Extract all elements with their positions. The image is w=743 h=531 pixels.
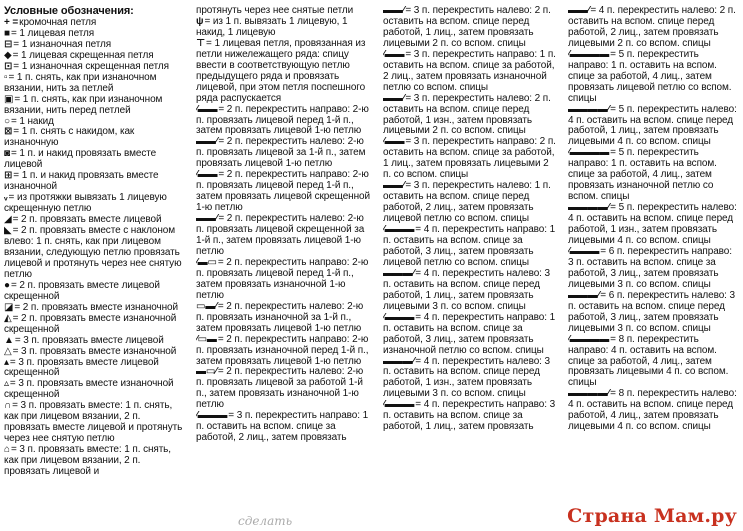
stitch-symbol-icon: + = [4, 16, 19, 28]
legend-item-text: = 2 п. провязать вместе лицевой [12, 214, 162, 226]
legend-item-text: протянуть через нее снятые петли [196, 6, 354, 16]
stitch-symbol-icon: ⁄▬▭ [196, 256, 217, 268]
faint-watermark: сделать [238, 514, 293, 528]
stitch-symbol-icon: ▬▬▬▬⁄ [568, 388, 610, 400]
legend-list-2 [196, 6, 372, 444]
stitch-symbol-icon: ⁄▬▬▬ [383, 399, 415, 411]
legend-item-text: = 1 лицевая петля, провязанная из петли нижележащего ряда: спицу ввести в соответствующую петлю предыдущего ряда и провязать лицевой, при этом петля поспешного ряда распускается [196, 37, 366, 104]
legend-heading: Условные обозначения: [4, 6, 134, 17]
legend-item [196, 214, 372, 258]
stitch-symbol-icon: ⊤ [196, 37, 206, 49]
site-watermark [567, 505, 737, 527]
stitch-symbol-icon: ◙ [4, 148, 10, 160]
stitch-symbol-icon: ⁄▬▬ [383, 136, 405, 148]
stitch-symbol-icon: △ [4, 345, 12, 357]
legend-item [383, 225, 557, 269]
stitch-symbol-icon: ◪ [4, 301, 14, 313]
stitch-symbol-icon: ◆ [4, 49, 12, 61]
stitch-symbol-icon: ψ [196, 15, 204, 27]
stitch-symbol-icon: ▬▬▬⁄ [568, 289, 600, 301]
legend-item-text: = 6 п. перекрестить налево: 3 п. оставить на вспом. спице перед работой, 3 лиц., затем провязать лицевыми 3 п. со вспом. спицы [568, 289, 736, 334]
legend-item [568, 203, 739, 247]
legend-item [383, 50, 557, 94]
legend-item-text: = 1 изнаночная скрещенная петля [13, 60, 169, 72]
legend-item-text: = 2 п. провязать вместе изнаночной [14, 301, 178, 313]
legend-item [196, 411, 372, 444]
stitch-symbol-icon: ▬▬▬▬⁄ [568, 202, 610, 214]
legend-item [4, 281, 185, 303]
stitch-symbol-icon: ▬▬⁄ [196, 136, 218, 148]
legend-list-1 [4, 18, 185, 478]
legend-item [4, 358, 185, 380]
stitch-symbol-icon: ◢ [4, 214, 12, 226]
legend-item [196, 137, 372, 170]
legend-item-text: = 3 п. перекрестить налево: 2 п. оставить на вспом. спице перед работой, 1 лиц., затем провязать лицевыми 2 п. со вспом. спицы [383, 6, 551, 49]
legend-item [568, 247, 739, 291]
legend-item [196, 170, 372, 214]
stitch-symbol-icon: ⁄▬▬▬▬ [568, 333, 610, 345]
legend-item [568, 148, 739, 203]
stitch-symbol-icon: ▬▬⁄ [383, 6, 405, 16]
stitch-symbol-icon: ⁄▬▬ [383, 48, 405, 60]
legend-item-text: = 3 п. перекрестить налево: 1 п. оставить на вспом. спице перед работой, 2 лиц., затем провязать лицевой петлю со вспом. спицы [383, 180, 551, 225]
legend-item-text: = 2 п. перекрестить налево: 2-ю п. провязать изнаночной за 1-й п., затем провязать лицевой 1-ю петлю [196, 300, 364, 334]
legend-item-text: = 3 п. провязать вместе: 1 п. снять, как при лицевом вязании, 2 п. провязать лицевой и [4, 444, 171, 478]
legend-item-text: = 3 п. перекрестить направо: 1 п. оставить на вспом. спице за работой, 2 лиц., затем провязать изнаночной петлю со вспом. спицы [383, 48, 556, 93]
legend-item-text: = 1 лицевая петля [10, 27, 95, 39]
stitch-symbol-icon: ◭ [4, 312, 12, 324]
stitch-symbol-icon: ■ [4, 27, 10, 39]
legend-item-text: = из протяжки вывязать 1 лицевую скрещенную петлю [4, 192, 167, 215]
legend-item [196, 367, 372, 411]
legend-list-3 [383, 6, 557, 433]
legend-item-text: = 2 п. перекрестить направо: 2-ю п. провязать лицевой перед 1-й п., затем провязать лицевой 1-ю петлю [196, 103, 369, 137]
legend-item-text: = 1 п. и накид провязать вместе лицевой [4, 148, 157, 171]
legend-item-text: = 4 п. перекрестить налево: 2 п. оставить на вспом. спице перед работой, 2 лиц., затем провязать лицевыми 2 п. со вспом. спицы [568, 6, 736, 49]
stitch-symbol-icon: ⁄▬▬▬ [383, 311, 415, 323]
stitch-symbol-icon: ▬▬⁄ [383, 180, 405, 192]
legend-item-text: = 1 накид [10, 115, 54, 127]
legend-item [568, 389, 739, 433]
legend-item-text: = 8 п. перекрестить направо: 4 п. оставить на вспом. спице за работой, 4 лиц., затем провязать лицевыми 4 п. со вспом. спицы [568, 333, 729, 389]
legend-item-text: = 1 п. и накид провязать вместе изнаночной [4, 170, 159, 193]
stitch-symbol-icon: ▫ [4, 71, 8, 83]
stitch-symbol-icon: ⁄▬▬▬▬ [568, 147, 610, 159]
legend-column-3 [383, 6, 557, 531]
stitch-symbol-icon: ● [4, 279, 10, 291]
legend-item-text: = 2 п. перекрестить налево: 2-ю п. провязать лицевой скрещенной за 1-й п., затем провязать лицевой 1-ю петлю [196, 213, 365, 257]
legend-item [383, 269, 557, 313]
legend-item [4, 226, 185, 281]
legend-item-text: = 2 п. перекрестить налево: 2-ю п. провязать лицевой за работой 1-й п., затем провязать изнаночной 1-ю петлю [196, 366, 364, 411]
stitch-symbol-icon: ⊞ [4, 170, 13, 182]
legend-item [196, 258, 372, 302]
stitch-symbol-icon: ⊟ [4, 38, 13, 50]
legend-item-text: = 3 п. провязать вместе лицевой скрещенной [4, 356, 159, 379]
stitch-symbol-icon: ⁄▬▬▬ [568, 245, 600, 257]
legend-item [383, 137, 557, 181]
legend-item-text: = 8 п. перекрестить налево: 4 п. оставить на вспом. спице перед работой, 4 лиц., затем провязать лицевыми 4 п. со вспом. спицы [568, 388, 737, 433]
stitch-symbol-icon: ▲ [4, 334, 14, 346]
legend-item [4, 401, 185, 445]
legend-item-text: = 5 п. перекрестить налево: 4 п. оставить на вспом. спице перед работой, 1 изн., затем провязать лицевыми 4 п. со вспом. спицы [568, 202, 737, 247]
stitch-symbol-icon: ▬▬▬⁄ [383, 267, 415, 279]
stitch-symbol-icon: ⊡ [4, 60, 13, 72]
legend-item-text: = 2 п. провязать вместе с наклоном влево: 1 п. снять, как при лицевом вязании, следующую петлю провязать лицевой и протянуть через нее снятую петлю [4, 225, 182, 280]
legend-item-text: = 3 п. перекрестить направо: 1 п. оставить на вспом. спице за работой, 2 лиц., затем провязать [196, 410, 369, 444]
stitch-symbol-icon: ⁄▭▬ [196, 333, 217, 345]
stitch-symbol-icon: ⊠ [4, 126, 13, 138]
legend-item [568, 105, 739, 149]
legend-item-text: = 3 п. провязать вместе изнаночной скрещенной [4, 378, 174, 401]
legend-item-text: = 1 п. снять, как при изнаночном вязании, нить перед петлей [4, 93, 163, 116]
legend-item [4, 171, 185, 193]
legend-item-text: = из 1 п. вывязать 1 лицевую, 1 накид, 1 лицевую [196, 15, 348, 38]
legend-list-4 [568, 6, 739, 433]
stitch-symbol-icon: ⁄▬▬ [196, 103, 218, 115]
legend-column-4 [568, 6, 739, 531]
legend-item-text: = 1 п. снять, как при изнаночном вязании, нить за петлей [4, 71, 157, 94]
legend-item-text: = 4 п. перекрестить направо: 3 п. оставить на вспом. спице за работой, 1 лиц., затем провязать [383, 399, 556, 433]
stitch-symbol-icon: ▭▬⁄ [196, 300, 217, 312]
legend-item [196, 335, 372, 368]
watermark-name: Страна Мам [567, 505, 705, 527]
legend-item-text: = 3 п. провязать вместе: 1 п. снять, как при лицевом вязании, 2 п. провязать вместе лицевой и протянуть через нее снятую петлю [4, 400, 183, 445]
legend-item [383, 181, 557, 225]
legend-item [4, 314, 185, 336]
legend-item [383, 6, 557, 50]
stitch-symbol-icon: ⁄▬▬ [196, 169, 218, 181]
legend-item-text: = 3 п. провязать вместе лицевой [14, 334, 164, 346]
legend-item-text: = 4 п. перекрестить налево: 3 п. оставить на вспом. спице перед работой, 1 изн., затем провязать лицевыми 3 п. со вспом. спицы [383, 355, 551, 400]
stitch-symbol-icon: ▬▬⁄ [196, 213, 218, 225]
legend-item-text: = 1 лицевая скрещенная петля [12, 49, 154, 61]
legend-column-2 [196, 6, 372, 531]
stitch-symbol-icon: ▣ [4, 93, 14, 105]
stitch-symbol-icon: ◣ [4, 225, 12, 237]
stitch-symbol-icon: ᵥ [4, 192, 8, 204]
stitch-symbol-icon: ⌂ [4, 444, 10, 456]
legend-item-text: = 5 п. перекрестить направо: 1 п. оставить на вспом. спице за работой, 4 лиц., затем провязать изнаночной петлю со вспом. спицы [568, 147, 717, 203]
stitch-symbol-icon: ∩ [4, 400, 12, 412]
legend-item [383, 357, 557, 401]
legend-item [568, 6, 739, 50]
legend-item [196, 39, 372, 105]
legend-column-1 [4, 6, 185, 531]
legend-item [383, 313, 557, 357]
legend-item-text: = 4 п. перекрестить налево: 3 п. оставить на вспом. спице перед работой, 1 лиц., затем провязать лицевыми 3 п. со вспом. спицы [383, 267, 551, 312]
legend-item-text: = 2 п. перекрестить налево: 2-ю п. провязать лицевой за 1-й п., затем провязать лицевой 1-ю петлю [196, 136, 366, 170]
legend-item-text: = 3 п. перекрестить направо: 2 п. оставить на вспом. спице за работой, 1 лиц., затем провязать лицевыми 2 п. со вспом. спицы [383, 136, 556, 181]
legend-item [568, 291, 739, 335]
legend-item [4, 445, 185, 478]
watermark-tld: .ру [704, 505, 737, 527]
stitch-symbol-icon: ⁄▬▬▬▬ [568, 48, 610, 60]
legend-item [383, 94, 557, 138]
stitch-symbol-icon: ○ [4, 115, 10, 127]
legend-item-text: = 3 п. перекрестить налево: 2 п. оставить на вспом. спице перед работой, 1 изн., затем провязать лицевыми 2 п. со вспом. спицы [383, 92, 551, 137]
legend-item [568, 50, 739, 105]
legend-item [196, 302, 372, 335]
legend-item [196, 17, 372, 39]
legend-item-text: = 2 п. перекрестить направо: 2-ю п. провязать лицевой перед 1-й п., затем провязать лицевой скрещенной 1-ю петлю [196, 169, 370, 214]
legend-item-text: = 2 п. провязать вместе изнаночной скрещенной [4, 312, 177, 335]
legend-item [4, 95, 185, 117]
legend-item-text: = 6 п. перекрестить направо: 3 п. оставить на вспом. спице за работой, 3 лиц., затем провязать лицевыми 3 п. со вспом. спицы [568, 245, 732, 290]
legend-item [4, 149, 185, 171]
legend-item-text: = 5 п. перекрестить налево: 4 п. оставить на вспом. спице перед работой, 1 лиц., затем провязать лицевыми 4 п. со вспом. спицы [568, 103, 737, 148]
legend-item [568, 335, 739, 390]
stitch-symbol-icon: ▬▬▬▬⁄ [568, 103, 610, 115]
legend-item [4, 73, 185, 95]
legend-item-text: кромочная петля [19, 16, 97, 28]
legend-item-text: = 3 п. провязать вместе изнаночной [12, 345, 177, 357]
legend-item-text: = 2 п. перекрестить направо: 2-ю п. провязать изнаночной перед 1-й п., затем провязать лицевой 1-ю петлю [196, 333, 369, 367]
legend-item-text: = 5 п. перекрестить направо: 1 п. оставить на вспом. спице за работой, 4 лиц., затем провязать лицевой петлю со вспом. спицы [568, 48, 732, 104]
legend-item-text: = 2 п. провязать вместе лицевой скрещенной [4, 279, 160, 302]
legend-item-text: = 1 п. снять с накидом, как изнаночную [4, 126, 135, 149]
stitch-symbol-icon: ▬▬▬⁄ [383, 355, 415, 367]
stitch-symbol-icon: ⁄▬▬▬ [383, 224, 415, 236]
legend-item [4, 127, 185, 149]
legend-item [383, 400, 557, 433]
legend-item-text: = 4 п. перекрестить направо: 1 п. оставить на вспом. спице за работой, 3 лиц., затем провязать лицевой петлю со вспом. спицы [383, 224, 556, 268]
legend-item [196, 105, 372, 138]
stitch-symbol-icon: ▵ [4, 378, 9, 390]
stitch-symbol-icon: ▬▬⁄ [568, 6, 590, 16]
stitch-symbol-icon: ▬▬⁄ [383, 92, 405, 104]
legend-item [4, 193, 185, 215]
legend-item [4, 379, 185, 401]
legend-item-text: = 2 п. перекрестить направо: 2-ю п. провязать лицевой перед 1-й п., затем провязать изнаночной 1-ю петлю [196, 256, 369, 301]
legend-item-text: = 4 п. перекрестить направо: 1 п. оставить на вспом. спице за работой, 3 лиц., затем провязать изнаночной петлю со вспом. спицы [383, 311, 556, 356]
stitch-symbol-icon: ⁄▬▬▬ [196, 410, 228, 422]
stitch-symbol-icon: ▴ [4, 356, 9, 368]
stitch-symbol-icon: ▬▭⁄ [196, 366, 217, 378]
legend-item-text: = 1 изнаночная петля [13, 38, 112, 50]
